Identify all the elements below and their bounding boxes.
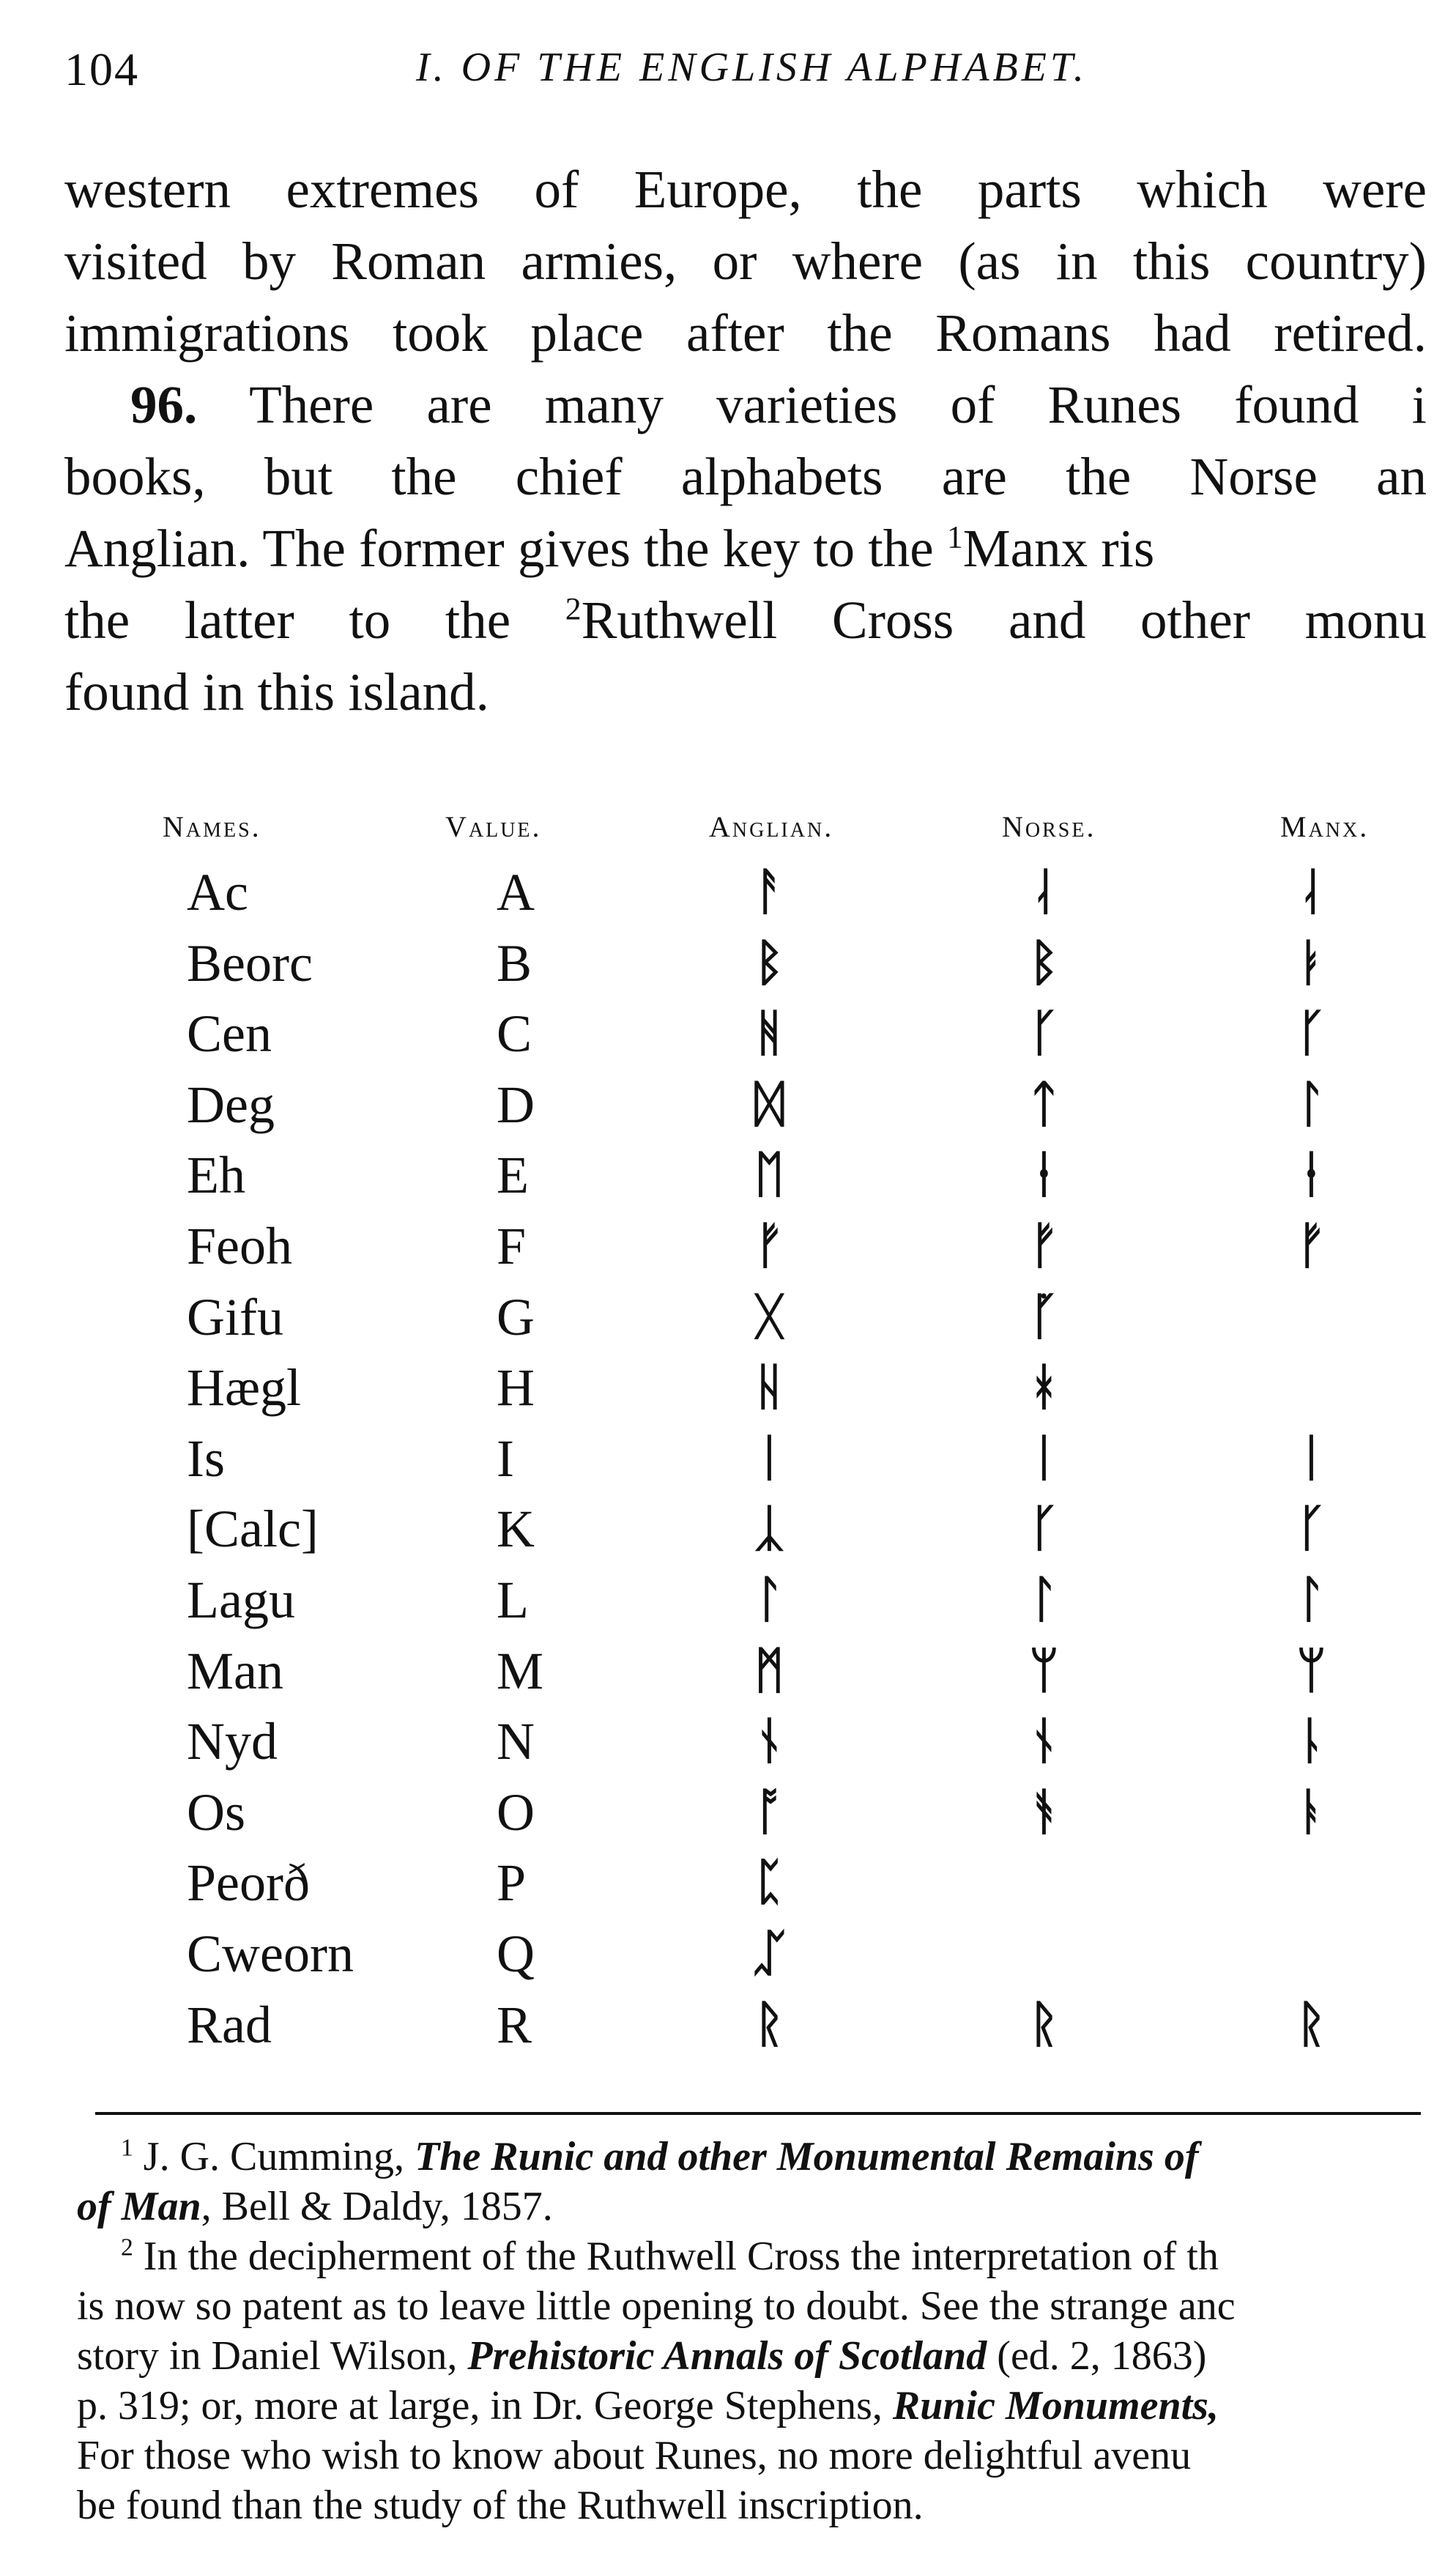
rune-value: E [497, 1146, 529, 1205]
text-line-ruthwell: the latter to the $^2$Ruthwell Cross and other monu [64, 590, 1427, 650]
rune-name: Peorð [187, 1853, 310, 1913]
footnote-2-line: p. 319; or, more at large, in Dr. George Stephens, Runic Monuments, [77, 2383, 1219, 2428]
text-line: found in this island. [64, 662, 489, 722]
norse-rune: ᚱ [1029, 1995, 1059, 2053]
manx-rune: ᛘ [1296, 1641, 1326, 1700]
footnotes [77, 2132, 1425, 2530]
page-header [64, 35, 1427, 116]
col-header-anglian: Anglian. [709, 810, 834, 843]
anglian-rune: ᛞ [754, 1075, 784, 1133]
body-text [64, 154, 1427, 728]
rune-name: Is [187, 1429, 225, 1488]
rune-name: Man [187, 1641, 283, 1700]
anglian-rune: ᚷ [754, 1287, 784, 1346]
manx-rune: ᛚ [1296, 1075, 1326, 1133]
table-row [0, 1070, 1456, 1141]
rune-value: K [497, 1500, 535, 1559]
footnote-1-cont: of Man, Bell & Daldy, 1857. [77, 2184, 553, 2229]
manx-rune: ᚭ [1296, 1782, 1326, 1841]
manx-rune: ᚿ [1296, 1712, 1326, 1771]
manx-rune: ᚴ [1296, 1004, 1326, 1063]
anglian-rune: ᚱ [754, 1995, 784, 2053]
anglian-rune: ᛗ [754, 1641, 784, 1700]
rune-name: Lagu [187, 1570, 295, 1629]
rune-value: I [497, 1429, 514, 1488]
table-row [0, 1423, 1456, 1494]
norse-rune: ᚴ [1029, 1004, 1059, 1063]
table-row [0, 998, 1456, 1070]
rune-name: Gifu [187, 1287, 283, 1346]
table-row [0, 1494, 1456, 1565]
rune-name: Beorc [187, 933, 313, 993]
norse-rune: ᚴ [1029, 1500, 1059, 1558]
table-row [0, 1706, 1456, 1777]
anglian-rune: ᛒ [754, 933, 784, 992]
footnote-rule [95, 2112, 1421, 2115]
manx-rune: ᚴ [1296, 1500, 1326, 1558]
rune-table-header [0, 809, 1456, 853]
rune-value: G [497, 1287, 535, 1346]
rune-value: O [497, 1782, 535, 1842]
table-row [0, 857, 1456, 928]
rune-value: A [497, 863, 535, 922]
manx-rune: ᛂ [1296, 1146, 1326, 1204]
norse-rune: ᛂ [1029, 1146, 1059, 1204]
page-number: 104 [64, 43, 139, 95]
rune-name: Os [187, 1782, 246, 1842]
norse-rune: ᛘ [1029, 1641, 1059, 1700]
footnote-mark: 1 [121, 2134, 133, 2162]
anglian-rune: ᚩ [754, 1782, 784, 1841]
rune-value: D [497, 1075, 535, 1134]
table-row [0, 1282, 1456, 1353]
rune-name: Eh [187, 1146, 245, 1205]
norse-rune: ᛏ [1029, 1075, 1059, 1133]
anglian-rune: ᛢ [754, 1924, 784, 1982]
rune-value: H [497, 1358, 535, 1418]
manx-rune: ᚠ [1296, 1216, 1326, 1275]
footnote-ref-2[interactable]: 2 [565, 591, 582, 627]
table-row [0, 1565, 1456, 1636]
anglian-rune: ᚠ [754, 1216, 784, 1275]
rune-name: Deg [187, 1075, 275, 1134]
col-header-manx: Manx. [1280, 810, 1370, 843]
table-row [0, 1919, 1456, 1990]
norse-rune: ᛚ [1029, 1570, 1059, 1629]
manx-rune: ᛚ [1296, 1570, 1326, 1629]
anglian-rune: ᚻ [754, 1004, 784, 1063]
rune-value: M [497, 1641, 544, 1700]
norse-rune: ᚬ [1029, 1782, 1059, 1841]
table-row [0, 1777, 1456, 1848]
text-line: western extremes of Europe, the parts which were [64, 160, 1427, 219]
rune-value: R [497, 1995, 532, 2054]
book-title: Runic Monuments, [892, 2383, 1219, 2428]
section-paragraph-first-line [64, 369, 1427, 441]
rune-value: N [497, 1712, 535, 1771]
anglian-rune: ᛈ [754, 1853, 784, 1912]
norse-rune: ᚼ [1029, 1358, 1059, 1417]
rune-value: P [497, 1853, 527, 1913]
table-row [0, 1211, 1456, 1282]
rune-name: Ac [187, 863, 248, 922]
manx-rune: ᛆ [1296, 863, 1326, 921]
rune-value: Q [497, 1924, 535, 1983]
running-title: I. OF THE ENGLISH ALPHABET. [416, 45, 1088, 90]
rune-value: L [497, 1570, 529, 1629]
footnote-2-line: For those who wish to know about Runes, no more delightful avenu [77, 2433, 1192, 2478]
table-row [0, 1990, 1456, 2061]
anglian-rune: ᚨ [754, 863, 784, 921]
rune-name: Nyd [187, 1712, 278, 1771]
anglian-rune: ᛚ [754, 1570, 784, 1629]
table-row [0, 1352, 1456, 1423]
rune-value: C [497, 1004, 532, 1064]
rune-name: Hægl [187, 1358, 302, 1418]
rune-name: Cweorn [187, 1924, 354, 1983]
footnote-2: $^2$ In the decipherment of the Ruthwell Cross the interpretation of th [121, 2234, 1219, 2279]
anglian-rune: ᛖ [754, 1146, 784, 1204]
text-line: immigrations took place after the Romans had retired. [64, 303, 1427, 363]
rune-value: F [497, 1216, 527, 1275]
col-header-value: Value. [445, 810, 542, 843]
anglian-rune: ᛁ [754, 1429, 784, 1487]
anglian-rune: ᚺ [754, 1358, 784, 1417]
footnote-2-line: is now so patent as to leave little opening to doubt. See the strange anc [77, 2283, 1236, 2329]
table-row [0, 1636, 1456, 1707]
book-title: The Runic and other Monumental Remains of [415, 2134, 1199, 2179]
table-row [0, 1140, 1456, 1211]
anglian-rune: ᛣ [754, 1500, 784, 1558]
table-row [0, 928, 1456, 999]
footnote-2-line: story in Daniel Wilson, Prehistoric Annals of Scotland (ed. 2, 1863) [77, 2333, 1207, 2379]
rune-name: Feoh [187, 1216, 292, 1275]
table-row [0, 1848, 1456, 1919]
anglian-rune: ᚾ [754, 1712, 784, 1771]
section-number: 96. [130, 375, 198, 434]
footnote-2-line: be found than the study of the Ruthwell inscription. [77, 2483, 924, 2528]
rune-value: B [497, 933, 532, 993]
rune-name: Cen [187, 1004, 272, 1064]
book-title: Prehistoric Annals of Scotland [467, 2333, 987, 2379]
footnote-ref-1[interactable]: 1 [946, 519, 963, 555]
col-header-names: Names. [163, 810, 261, 843]
text-line: There are many varieties of Runes found i [249, 375, 1427, 434]
norse-rune: ᚠ [1029, 1216, 1059, 1275]
norse-rune: ᚵ [1029, 1287, 1059, 1346]
text-line: visited by Roman armies, or where (as in this country) [64, 231, 1427, 291]
footnote-1: $^1$ J. G. Cumming, The Runic and other Monumental Remains of [121, 2134, 1199, 2179]
manx-rune: ᚱ [1296, 1995, 1326, 2053]
norse-rune: ᚾ [1029, 1712, 1059, 1771]
rune-name: Rad [187, 1995, 272, 2054]
norse-rune: ᛒ [1029, 933, 1059, 992]
text-line: books, but the chief alphabets are the Norse an [64, 447, 1427, 506]
rune-table [0, 857, 1456, 2060]
norse-rune: ᛆ [1029, 863, 1059, 921]
manx-rune: ᛓ [1296, 933, 1326, 992]
manx-rune: ᛁ [1296, 1429, 1326, 1487]
norse-rune: ᛁ [1029, 1429, 1059, 1487]
col-header-norse: Norse. [1002, 810, 1096, 843]
book-title: of Man [77, 2184, 201, 2229]
text-line-manx: Anglian. The former gives the key to the $^1$Manx ris [64, 519, 1155, 578]
footnote-mark: 2 [121, 2234, 133, 2261]
rune-name: [Calc] [187, 1500, 319, 1559]
